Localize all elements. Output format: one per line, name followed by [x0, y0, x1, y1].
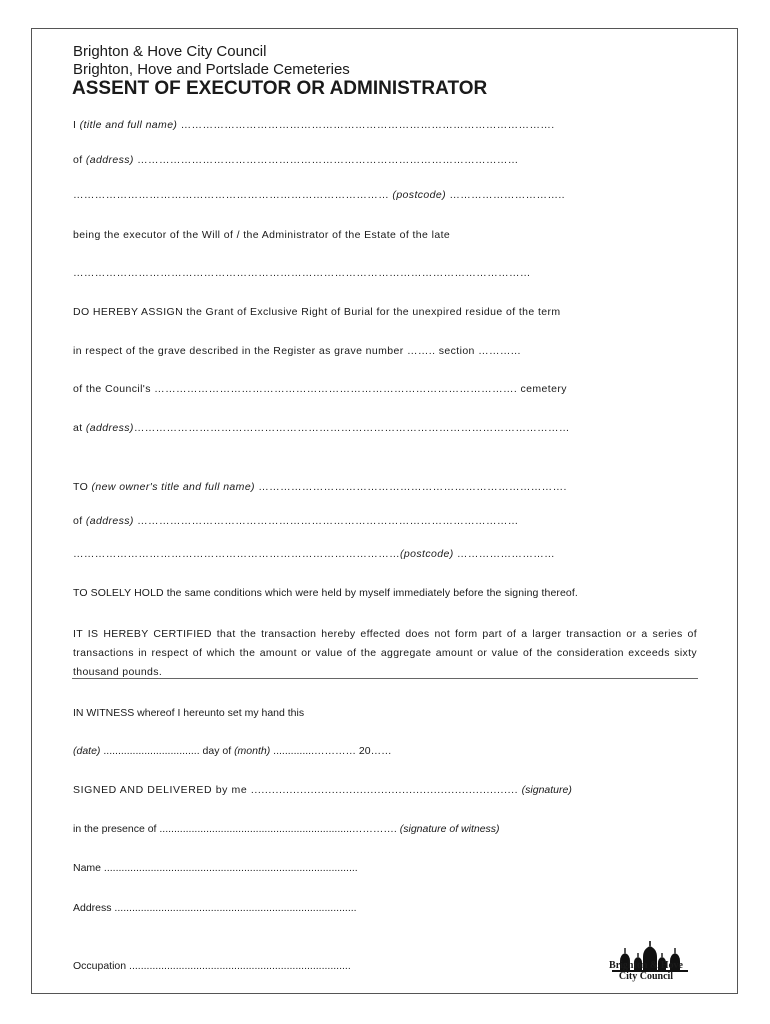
council-logo-text [598, 960, 694, 982]
title-full-name-label: (title and full name) [79, 119, 178, 131]
line-assign-grant: DO HEREBY ASSIGN the Grant of Exclusive Right of Burial for the unexpired residue of the term [73, 306, 561, 318]
page-title: ASSENT OF EXECUTOR OR ADMINISTRATOR [72, 78, 488, 99]
line-solely-hold: TO SOLELY HOLD the same conditions which were held by myself immediately before the signing thereof. [73, 587, 578, 599]
line-witness-name: Name ....................................................................................... [73, 862, 358, 874]
month-label: (month) [234, 745, 271, 757]
line-address: of (address) …………………………………………………………………………………………… [73, 154, 519, 166]
logo-line-1: Brighton & Hove [609, 960, 683, 971]
new-owner-postcode-label: (postcode) [400, 548, 454, 560]
line-in-witness: IN WITNESS whereof I hereunto set my hand this [73, 707, 305, 719]
certification-paragraph: IT IS HEREBY CERTIFIED that the transaction hereby effected does not form part of a larger transaction or a series of transactions in respect of which the amount or value of the aggregate amount or value of the consideration exceeds sixty thousand pounds. [73, 628, 697, 678]
divider-line [72, 678, 698, 679]
postcode-label: (postcode) [392, 189, 447, 201]
department-name: Brighton, Hove and Portslade Cemeteries [73, 61, 350, 78]
date-label: (date) [73, 745, 101, 757]
line-cemetery: of the Council's ………………………………………………………………………………………. cemetery [73, 383, 567, 395]
address-label: (address) [85, 154, 134, 166]
new-owner-label: (new owner's title and full name) [91, 481, 255, 493]
new-owner-address-label: (address) [85, 515, 134, 527]
council-name: Brighton & Hove City Council [73, 43, 267, 60]
line-executor-statement: being the executor of the Will of / the Administrator of the Estate of the late [73, 229, 451, 241]
logo-line-2: City Council [618, 971, 674, 982]
line-date: (date) ................................. day of (month) ..............………… 20…… [73, 745, 392, 757]
line-new-owner-postcode: ………………………………………………………………………………(postcode) ……………………… [73, 548, 556, 560]
line-signed-delivered: SIGNED AND DELIVERED by me ............................................................................ (signature) [73, 784, 572, 796]
line-deceased-name: ……………………………………………………………………………………………………………… [73, 267, 531, 279]
line-new-owner: TO (new owner's title and full name) …………………………………………………………………………. [73, 481, 567, 493]
line-postcode: …………………………………………………………………………… (postcode) ………………………….. [73, 189, 565, 201]
line-title-full-name: I (title and full name) …………………………………………………………………………………………. [73, 119, 555, 131]
line-witness-presence: in the presence of ..................................................................…………. (signature of witness) [73, 823, 500, 835]
line-witness-address: Address ................................................................................... [73, 902, 357, 914]
line-witness-occupation: Occupation ............................................................................ [73, 960, 351, 972]
witness-signature-label: (signature of witness) [399, 823, 500, 835]
cemetery-address-label: (address) [85, 422, 134, 434]
form-border [31, 28, 738, 994]
line-cemetery-address: at (address)………………………………………………………………………………………………………… [73, 422, 570, 434]
line-new-owner-address: of (address) …………………………………………………………………………………………… [73, 515, 519, 527]
line-grave-number: in respect of the grave described in the Register as grave number …….. section ………... [73, 345, 521, 357]
signature-label: (signature) [521, 784, 572, 796]
